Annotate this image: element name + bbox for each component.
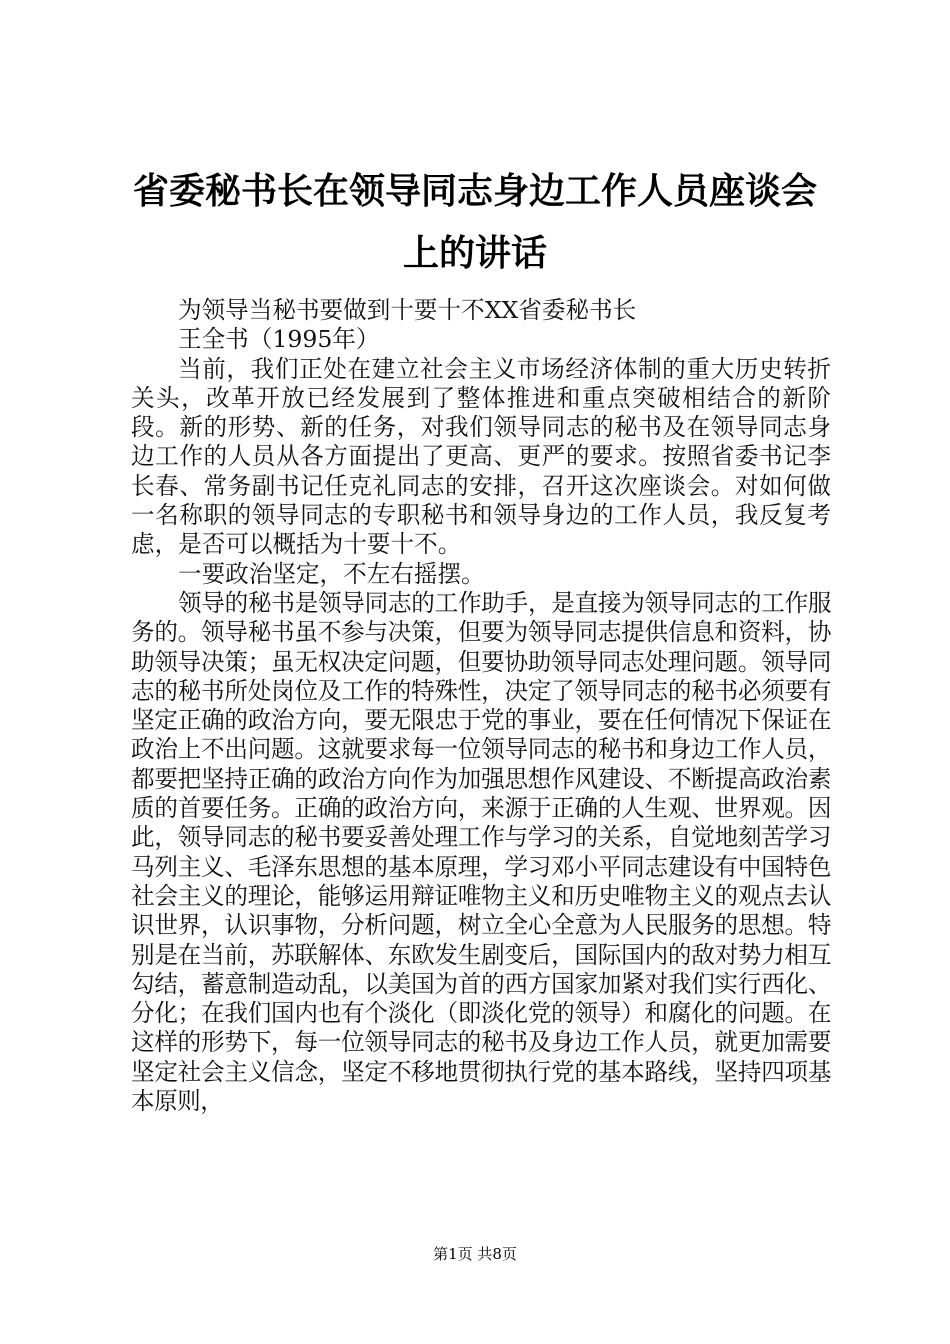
author-line: 王全书（1995年）	[178, 325, 380, 354]
body-paragraph: 领导的秘书是领导同志的工作助手，是直接为领导同志的工作服务的。领导秘书虽不参与决策，但要为领导同志提供信息和资料，协助领导决策；虽无权决定问题，但要协助领导同志处理问题。领导同志的秘书所处岗位及工作的特殊性，决定了领导同志的秘书必须要有坚定正确的政治方向，要无限忠于党的事业，要在任何情况下保证在政治上不出问题。这就要求每一位领导同志的秘书和身边工作人员，都要把坚持正确的政治方向作为加强思想作风建设、不断提高政治素质的首要任务。正确的政治方向，来源于正确的人生观、世界观。因此，领导同志的秘书要妥善处理工作与学习的关系，自觉地刻苦学习马列主义、毛泽东思想的基本原理，学习邓小平同志建设有中国特色社会主义的理论，能够运用辩证唯物主义和历史唯物主义的观点去认识世界，认识事物，分析问题，树立全心全意为人民服务的思想。特别是在当前，苏联解体、东欧发生剧变后，国际国内的敌对势力相互勾结，蓄意制造动乱，以美国为首的西方国家加紧对我们实行西化、分化；在我们国内也有个淡化（即淡化党的领导）和腐化的问题。在这样的形势下，每一位领导同志的秘书及身边工作人员，就更加需要坚定社会主义信念，坚定不移地贯彻执行党的基本路线，坚持四项基本原则，	[131, 588, 831, 1116]
intro-paragraph: 当前，我们正处在建立社会主义市场经济体制的重大历史转折关头，改革开放已经发展到了整体推进和重点突破相结合的新阶段。新的形势、新的任务，对我们领导同志的秘书及在领导同志身边工作的人员从各方面提出了更高、更严的要求。按照省委书记李长春、常务副书记任克礼同志的安排，召开这次座谈会。对如何做一名称职的领导同志的专职秘书和领导身边的工作人员，我反复考虑，是否可以概括为十要十不。	[131, 354, 831, 559]
document-body	[131, 296, 831, 1116]
page-number: 第1页 共8页	[433, 1245, 517, 1263]
section-heading: 一要政治坚定，不左右摇摆。	[178, 559, 485, 588]
document-title: 省委秘书长在领导同志身边工作人员座谈会上的讲话	[132, 170, 817, 274]
subtitle-line: 为领导当秘书要做到十要十不XX省委秘书长	[178, 296, 637, 324]
